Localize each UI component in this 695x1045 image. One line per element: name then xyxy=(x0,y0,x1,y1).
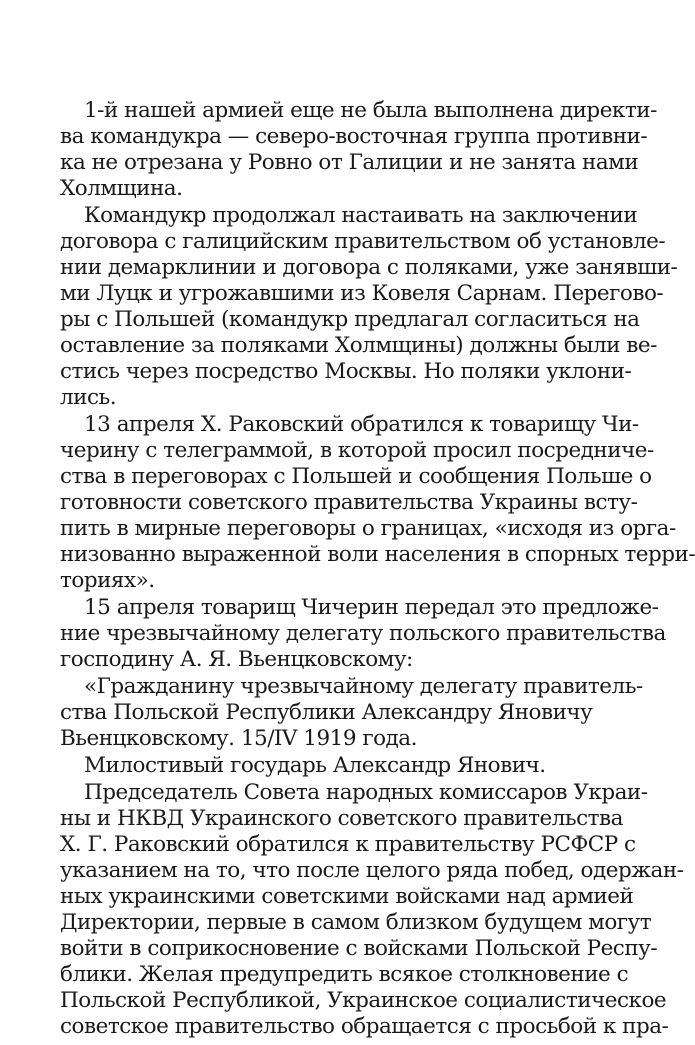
text-line: Командукр продолжал настаивать на заключении xyxy=(84,203,638,228)
text-line: ка не отрезана у Ровно от Галиции и не занята нами xyxy=(60,150,639,175)
text-line: низованно выраженной воли населения в спорных терри- xyxy=(60,542,695,567)
text-line: «Гражданину чрезвычайному делегату правитель- xyxy=(84,674,643,699)
text-line: ториях». xyxy=(60,568,155,593)
text-line: Холмщина. xyxy=(60,176,183,201)
text-line: оставление за поляками Холмщины) должны были ве- xyxy=(60,333,657,358)
text-line: Польской Республикой, Украинское социалистическое xyxy=(60,988,667,1013)
text-line: Вьенцковскому. 15/IV 1919 года. xyxy=(60,726,417,751)
text-line: Милостивый государь Александр Янович. xyxy=(84,753,546,778)
text-line: советское правительство обращается с просьбой к пра- xyxy=(60,1014,669,1039)
text-line: договора с галицийским правительством об установле- xyxy=(60,229,666,254)
text-line: Председатель Совета народных комиссаров Украи- xyxy=(84,780,648,805)
text-line: черину с телеграммой, в которой просил посредниче- xyxy=(60,438,654,463)
text-line: 1-й нашей армией еще не была выполнена директи- xyxy=(84,98,657,123)
text-line: блики. Желая предупредить всякое столкновение с xyxy=(60,962,629,987)
text-line: лись. xyxy=(60,385,117,410)
text-line: 15 апреля товарищ Чичерин передал это предложе- xyxy=(84,595,659,620)
text-line: ва командукра — северо-восточная группа противни- xyxy=(60,124,648,149)
text-line: ры с Польшей (командукр предлагал согласиться на xyxy=(60,307,640,332)
text-line: господину А. Я. Вьенцковскому: xyxy=(60,647,413,672)
text-line: 13 апреля X. Раковский обратился к товарищу Чи- xyxy=(84,412,639,437)
text-line: Директории, первые в самом близком будущем могут xyxy=(60,910,652,935)
text-line: X. Г. Раковский обратился к правительству РСФСР с xyxy=(60,832,636,857)
text-line: ны и НКВД Украинского советского правительства xyxy=(60,806,623,831)
text-line: ных украинскими советскими войсками над армией xyxy=(60,884,634,909)
text-line: стись через посредство Москвы. Но поляки уклони- xyxy=(60,359,632,384)
text-line: ства Польской Республики Александру Яновичу xyxy=(60,700,593,725)
text-line: ства в переговорах с Польшей и сообщения Польше о xyxy=(60,464,652,489)
text-line: пить в мирные переговоры о границах, «исходя из орга- xyxy=(60,516,676,541)
text-line: готовности советского правительства Украины всту- xyxy=(60,490,638,515)
text-line: указанием на то, что после целого ряда побед, одержан- xyxy=(60,858,684,883)
text-line: ние чрезвычайному делегату польского правительства xyxy=(60,621,666,646)
text-line: ми Луцк и угрожавшими из Ковеля Сарнам. Перегово- xyxy=(60,281,664,306)
text-line: войти в соприкосновение с войсками Польской Респу- xyxy=(60,936,658,961)
text-line: нии демарклинии и договора с поляками, уже занявши- xyxy=(60,255,678,280)
